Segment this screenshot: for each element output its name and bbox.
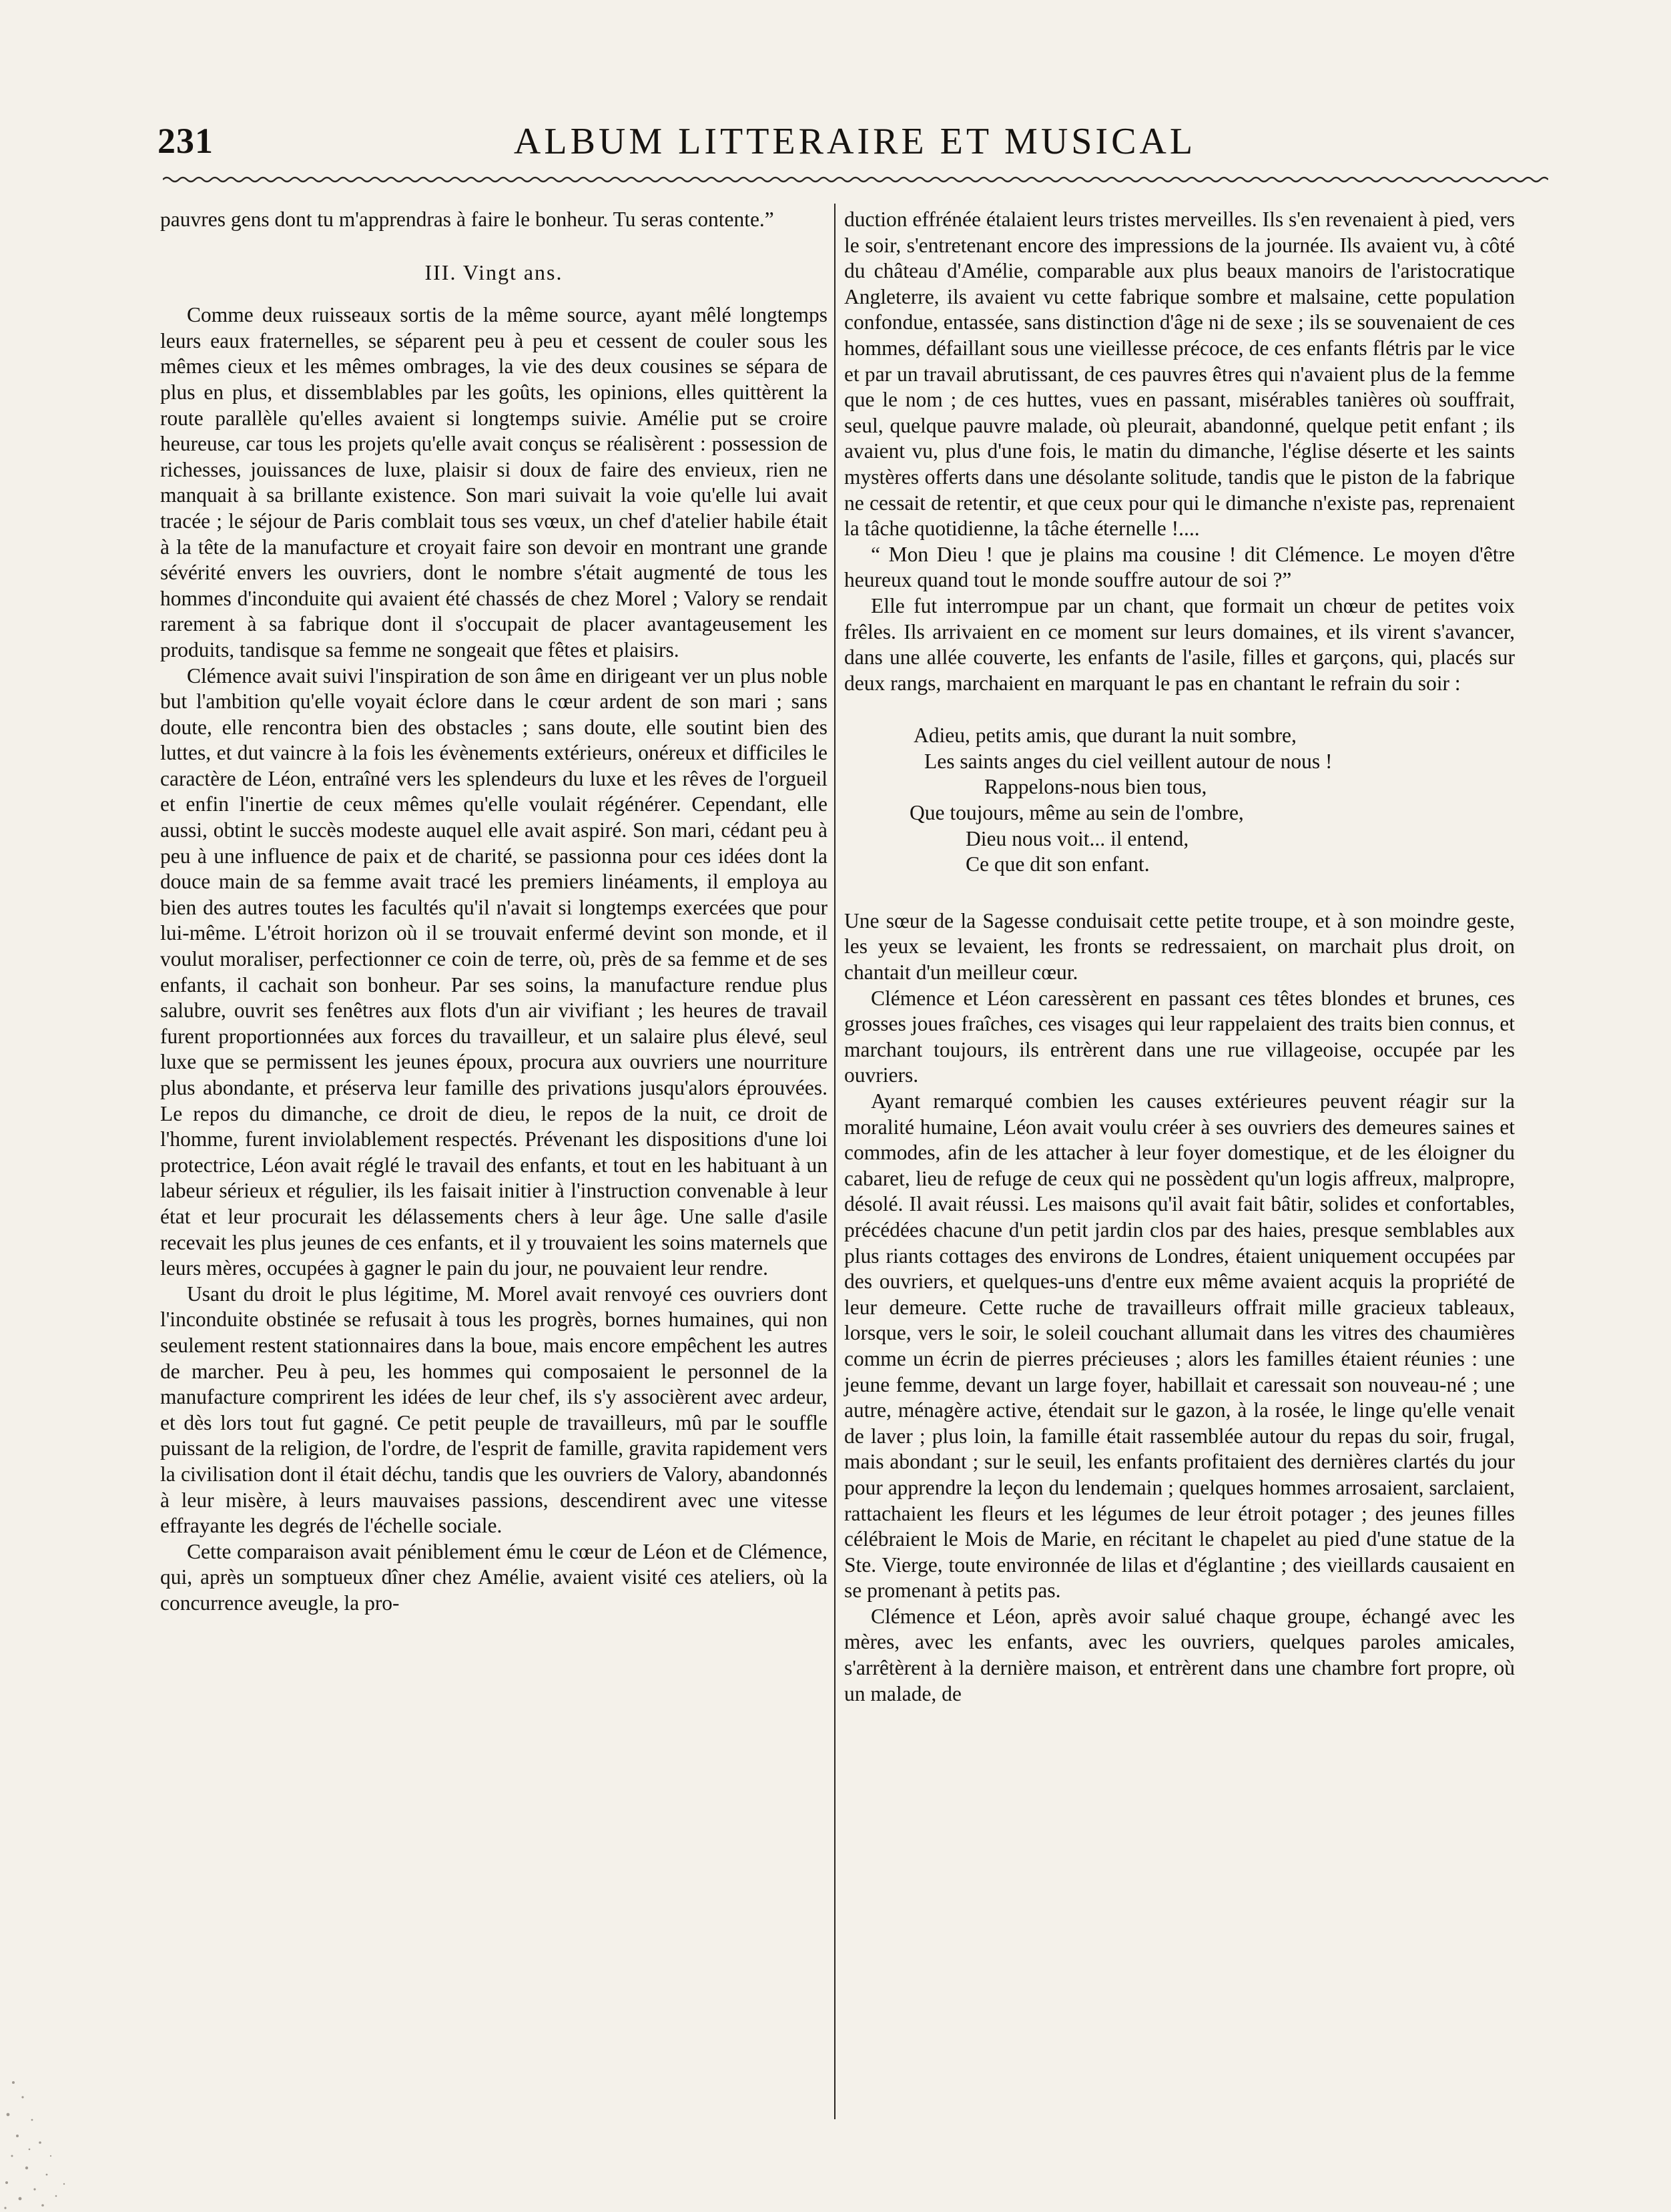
verse-line: Adieu, petits amis, que durant la nuit sombre, (914, 724, 1297, 748)
header-wavy-rule (163, 175, 1548, 184)
paragraph: Cette comparaison avait péniblement ému le cœur de Léon et de Clémence, qui, après un somptueux dîner chez Amélie, avaient visité ces ateliers, où la concurrence aveugle, la pro- (160, 1539, 827, 1615)
opening-paragraph: pauvres gens dont tu m'apprendras à faire le bonheur. Tu seras contente.” (160, 208, 774, 231)
paragraph: Clémence avait suivi l'inspiration de son âme en dirigeant ver un plus noble but l'ambition qu'elle voyait éclore dans le cœur ardent de son mari ; sans doute, elle rencontra bien des obstacles ; sans doute, elle soutint bien des luttes, et dut vaincre à la fois les évènements extérieurs, onéreux et difficiles le caractère de Léon, entraîné vers les splendeurs du luxe et les rêves de l'orgueil et enfin l'inertie de ceux mêmes qu'elle voulait régénérer. Cependant, elle aussi, obtint le succès modeste auquel elle avait aspiré. Son mari, cédant peu à peu à une influence de paix et de charité, se passionna pour ces idées dont la douce main de sa femme avait tracé les premiers linéaments, il employa au bien des autres toutes les facultés qu'il n'avait si longtemps exercées que pour lui-même. L'étroit horizon où il se trouvait enfermé devint son monde, et il voulut moraliser, perfectionner ce coin de terre, où, près de sa femme et de ses enfants, il cachait son bonheur. Par ses soins, la manufacture rendue plus salubre, ouvrit ses fenêtres aux flots d'un air vivifiant ; les heures de travail furent proportionnées aux forces du travailleur, et un salaire plus élevé, seul luxe que se permissent les jeunes époux, procura aux ouvriers une nourriture plus abondante, et préserva leur famille des privations jusqu'alors éprouvées. Le repos du dimanche, ce droit de dieu, le repos de la nuit, ce droit de l'homme, furent inviolablement respectés. Prévenant les dispositions d'une loi protectrice, Léon avait réglé le travail des enfants, et tout en les habituant à un labeur sérieux et régulier, ils les faisait initier à l'instruction convenable à leur état et leur procurait les délassements chers à leur âge. Une salle d'asile recevait les plus jeunes de ces enfants, et il y trouvaient les soins maternels que leurs mères, occupées à gagner le pain du jour, ne pouvaient leur rendre. (160, 663, 827, 1280)
page-header (157, 120, 1552, 174)
right-column (844, 207, 1515, 1707)
paragraph: “ Mon Dieu ! que je plains ma cousine ! dit Clémence. Le moyen d'être heureux quand tout le monde souffre autour de soi ?” (844, 542, 1515, 592)
paragraph: Une sœur de la Sagesse conduisait cette petite troupe, et à son moindre geste, les yeux se levaient, les fronts se redressaient, on marchait plus droit, on chantait d'un meilleur cœur. (844, 908, 1515, 985)
page-number: 231 (157, 121, 214, 161)
paper-stain (0, 2056, 113, 2212)
paragraph: Clémence et Léon, après avoir salué chaque groupe, échangé avec les mères, avec les enfants, avec les ouvriers, quelques paroles amicales, s'arrêtèrent à la dernière maison, et entrèrent dans une chambre fort propre, où un malade, de (844, 1604, 1515, 1705)
section-heading: III. Vingt ans. (424, 260, 563, 284)
verse-line: Dieu nous voit... il entend, (966, 826, 1189, 850)
verse-line: Que toujours, même au sein de l'ombre, (910, 801, 1244, 825)
left-column (160, 207, 827, 1616)
paragraph: Comme deux ruisseaux sortis de la même source, ayant mêlé longtemps leurs eaux fraternelles, se séparent peu à peu et cessent de couler sous les mêmes cieux et les mêmes ombrages, la vie des deux cousines se sépara de plus en plus, et dissemblables par les goûts, les opinions, elles quittèrent la route parallèle qu'elles avaient si longtemps suivie. Amélie put se croire heureuse, car tous les projets qu'elle avait conçus se réalisèrent : possession de richesses, jouissances de luxe, plaisir si doux de faire des envieux, rien ne manquait à sa brillante existence. Son mari suivait la voie qu'elle lui avait tracée ; le séjour de Paris comblait tous ses vœux, un chef d'atelier habile était à la tête de la manufacture et croyait faire son devoir en montrant une grande sévérité envers les ouvriers, dont le nombre s'était augmenté de tous les hommes d'inconduite qui avaient été chassés de chez Morel ; Valory se rendait rarement à sa fabrique dont il s'occupait de placer avantageusement les produits, tandisque sa femme ne songeait que fêtes et plaisirs. (160, 303, 827, 661)
paragraph: Clémence et Léon caressèrent en passant ces têtes blondes et brunes, ces grosses joues fraîches, ces visages qui leur rappelaient des traits bien connus, et marchant toujours, ils entrèrent dans une rue villageoise, occupée par les ouvriers. (844, 986, 1515, 1087)
song-verse (844, 723, 1515, 878)
paragraph: duction effrénée étalaient leurs tristes merveilles. Ils s'en revenaient à pied, vers le soir, s'entretenant encore des impressions de la journée. Ils avaient vu, à côté du château d'Amélie, comparable aux plus beaux manoirs de l'aristocratique Angleterre, ils avaient vu cette fabrique sombre et malsaine, cette population confondue, entassée, sans distinction d'âge ni de sexe ; ils se souvenaient de ces hommes, défaillant sous une vieillesse précoce, de ces enfants flétris par le vice et par un travail abrutissant, de ces pauvres êtres qui n'avaient plus de la femme que le nom ; de ces huttes, vues en passant, misérables tanières où souffrait, seul, quelque pauvre malade, où pleurait, abandonné, quelque petit enfant ; ils avaient vu, plus d'une fois, le matin du dimanche, l'église déserte et les saints mystères offerts dans une désolante solitude, tandis que le piston de la fabrique ne cessait de retentir, et que ceux pour qui le dimanche n'existe pas, reprenaient la tâche quotidienne, la tâche éternelle !.... (844, 208, 1515, 541)
running-title: ALBUM LITTERAIRE ET MUSICAL (513, 121, 1197, 162)
paragraph: Usant du droit le plus légitime, M. Morel avait renvoyé ces ouvriers dont l'inconduite obstinée se refusait à tous les progrès, bornes humaines, qui non seulement restent stationnaires dans la boue, mais encore empêchent les autres de marcher. Peu à peu, les hommes qui composaient le personnel de la manufacture comprirent les idées de leur chef, ils s'y associèrent avec ardeur, et dès lors tout fut gagné. Ce petit peuple de travailleurs, mû par le souffle puissant de la religion, de l'ordre, de l'esprit de famille, gravita rapidement vers la civilisation dont il était déchu, tandis que les ouvriers de Valory, abandonnés à leur misère, à leurs mauvaises passions, descendirent avec une vitesse effrayante les degrés de l'échelle sociale. (160, 1282, 827, 1538)
verse-line: Ce que dit son enfant. (966, 852, 1150, 876)
verse-line: Rappelons-nous bien tous, (984, 775, 1207, 799)
paragraph: Elle fut interrompue par un chant, que formait un chœur de petites voix frêles. Ils arrivaient en ce moment sur leurs domaines, et ils virent s'avancer, dans une allée couverte, les enfants de l'asile, filles et garçons, qui, placés sur deux rangs, marchaient en marquant le pas en chantant le refrain du soir : (844, 593, 1515, 695)
column-divider (834, 204, 836, 2119)
verse-line: Les saints anges du ciel veillent autour de nous ! (924, 749, 1333, 773)
paragraph: Ayant remarqué combien les causes extérieures peuvent réagir sur la moralité humaine, Léon avait voulu créer à ses ouvriers des demeures saines et commodes, afin de les attacher à leur foyer domestique, et de les éloigner du cabaret, lieu de refuge de ceux qui ne possèdent qu'un logis affreux, malpropre, désolé. Il avait réussi. Les maisons qu'il avait fait bâtir, solides et confortables, précédées chacune d'un petit jardin clos par des haies, presque semblables aux plus riants cottages des environs de Londres, étaient uniquement occupées par des ouvriers, et quelques-uns d'entre eux même avaient acquis la propriété de leur demeure. Cette ruche de travailleurs offrait mille gracieux tableaux, lorsque, vers le soir, le soleil couchant allumait dans les vitres des chaumières comme un écrin de pierres précieuses ; alors les familles étaient réunies : une jeune femme, devant un large foyer, habillait et caressait son nouveau-né ; une autre, ménagère active, étendait sur le gazon, à la rosée, le linge qu'elle venait de laver ; plus loin, la famille était rassemblée autour du repas du soir, frugal, mais abondant ; sur le seuil, les enfants profitaient des dernières clartés du jour pour apprendre la leçon du lendemain ; quelques hommes arrosaient, sarclaient, rattachaient les fleurs et les légumes de leur étroit potager ; des jeunes filles célébraient le Mois de Marie, en récitant le chapelet au pied d'une statue de la Ste. Vierge, toute environnée de lilas et d'églantine ; des vieillards causaient en se promenant à petits pas. (844, 1089, 1515, 1603)
